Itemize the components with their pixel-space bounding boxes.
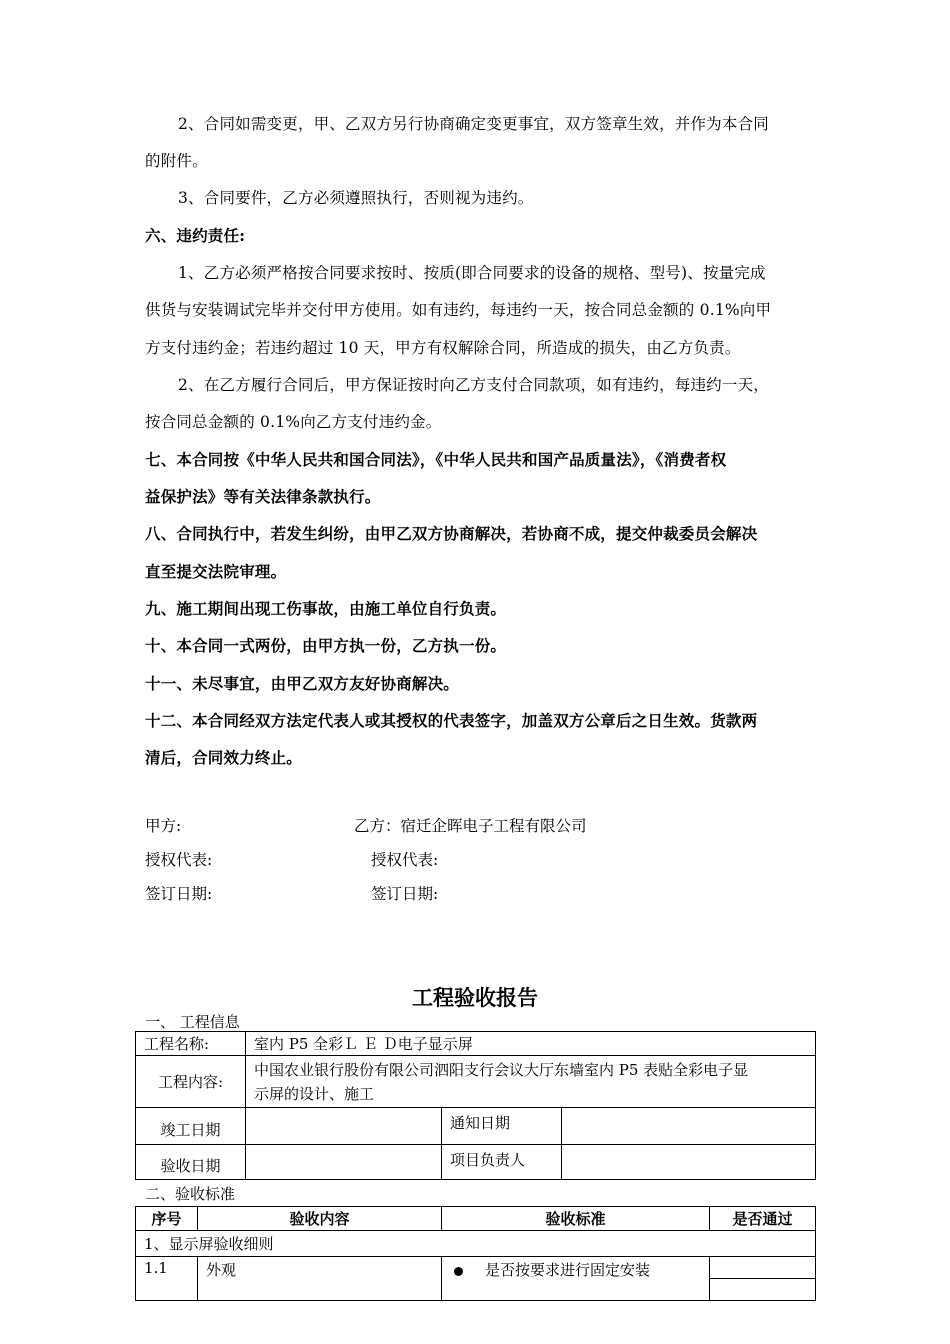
group-row: 1、显示屏验收细则 — [136, 1231, 816, 1257]
section-1-heading: 一、 工程信息 — [145, 1013, 240, 1031]
col-header-content: 验收内容 — [198, 1207, 442, 1231]
pass-cell — [710, 1279, 816, 1301]
row-no: 1.1 — [136, 1257, 198, 1301]
col-header-standard: 验收标准 — [442, 1207, 710, 1231]
paragraph: 3、合同要件，乙方必须遵照执行，否则视为违约。 — [178, 189, 534, 207]
pass-cell — [710, 1257, 816, 1279]
project-content-line: 示屏的设计、施工 — [254, 1084, 375, 1103]
rep-a-label: 授权代表: — [145, 851, 213, 869]
notice-date-value — [562, 1108, 816, 1145]
project-content-label: 工程内容: — [136, 1056, 246, 1108]
notice-date-label: 通知日期 — [442, 1108, 562, 1145]
report-title: 工程验收报告 — [412, 985, 538, 1010]
project-content-value — [246, 1056, 816, 1108]
bullet-icon — [454, 1267, 463, 1276]
date-b-label: 签订日期: — [371, 885, 439, 903]
paragraph: 的附件。 — [145, 152, 208, 170]
clause: 直至提交法院审理。 — [145, 562, 287, 581]
project-info-table — [135, 1031, 816, 1180]
section-2-heading: 二、验收标准 — [145, 1185, 236, 1203]
project-content-line: 中国农业银行股份有限公司泗阳支行会议大厅东墙室内 P5 表贴全彩电子显 — [254, 1060, 749, 1079]
clause: 八、合同执行中，若发生纠纷，由甲乙双方协商解决，若协商不成，提交仲裁委员会解决 — [145, 524, 758, 543]
party-b-label: 乙方：宿迁企晖电子工程有限公司 — [354, 817, 587, 835]
paragraph: 方支付违约金；若违约超过 10 天，甲方有权解除合同，所造成的损失，由乙方负责。 — [145, 339, 741, 357]
rep-b-label: 授权代表: — [371, 851, 439, 869]
date-a-label: 签订日期: — [145, 885, 213, 903]
clause: 九、施工期间出现工伤事故，由施工单位自行负责。 — [145, 599, 507, 618]
clause: 十、本合同一式两份，由甲方执一份，乙方执一份。 — [145, 636, 507, 655]
clause: 十二、本合同经双方法定代表人或其授权的代表签字，加盖双方公章后之日生效。货款两 — [145, 711, 758, 730]
acceptance-date-label: 验收日期 — [136, 1145, 246, 1180]
clause: 十一、未尽事宜，由甲乙双方友好协商解决。 — [145, 674, 460, 693]
clause: 七、本合同按《中华人民共和国合同法》，《中华人民共和国产品质量法》，《消费者权 — [145, 450, 727, 469]
col-header-no: 序号 — [136, 1207, 198, 1231]
clause: 清后，合同效力终止。 — [145, 748, 303, 767]
row-standard-text: 是否按要求进行固定安装 — [485, 1261, 651, 1279]
party-a-label: 甲方: — [145, 817, 182, 835]
row-standard — [442, 1257, 710, 1301]
project-name-value: 室内 P5 全彩Ｌ Ｅ Ｄ电子显示屏 — [246, 1032, 816, 1056]
clause: 益保护法》等有关法律条款执行。 — [145, 487, 381, 506]
paragraph: 按合同总金额的 0.1%向乙方支付违约金。 — [145, 413, 442, 431]
paragraph: 1、乙方必须严格按合同要求按时、按质(即合同要求的设备的规格、型号)、按量完成 — [178, 264, 766, 282]
manager-label: 项目负责人 — [442, 1145, 562, 1180]
project-name-label: 工程名称: — [136, 1032, 246, 1056]
manager-value — [562, 1145, 816, 1180]
acceptance-standard-table — [135, 1206, 816, 1301]
row-content: 外观 — [198, 1257, 442, 1301]
paragraph: 供货与安装调试完毕并交付甲方使用。如有违约，每违约一天，按合同总金额的 0.1%向甲 — [145, 301, 772, 319]
paragraph: 2、合同如需变更，甲、乙双方另行协商确定变更事宜，双方签章生效，并作为本合同 — [178, 115, 769, 133]
section-heading: 六、违约责任: — [145, 226, 246, 245]
completion-date-value — [246, 1108, 442, 1145]
completion-date-label: 竣工日期 — [136, 1108, 246, 1145]
paragraph: 2、在乙方履行合同后，甲方保证按时向乙方支付合同款项，如有违约，每违约一天， — [178, 376, 769, 394]
col-header-pass: 是否通过 — [710, 1207, 816, 1231]
acceptance-date-value — [246, 1145, 442, 1180]
